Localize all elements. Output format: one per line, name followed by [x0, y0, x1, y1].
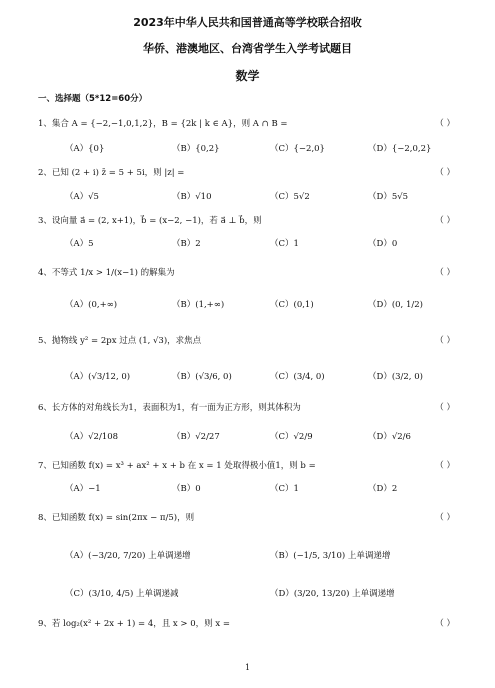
question-3: 3、设向量 a⃗ = (2, x+1)，b⃗ = (x−2, −1)，若 a⃗ ⊥ b⃗，则 [38, 216, 262, 226]
section-heading: 一、选择题（5*12=60分） [38, 94, 148, 104]
option-c: （C）1 [270, 484, 299, 494]
option-a: （A）{0} [65, 144, 105, 154]
option-d: （D）0 [368, 239, 398, 249]
option-b: （B）(−1/5, 3/10) 上单调递增 [270, 551, 391, 561]
option-a: （A）−1 [65, 484, 101, 494]
option-d: （D）(3/2, 0) [368, 372, 423, 382]
exam-title-line1: 2023年中华人民共和国普通高等学校联合招收 [133, 16, 362, 29]
answer-paren: （ ） [435, 216, 455, 226]
question-1: 1、集合 A = {−2,−1,0,1,2}，B = {2k | k ∈ A}，则 A ∩ B = [38, 119, 288, 129]
option-c: （C）(0,1) [270, 300, 314, 310]
option-d: （D）2 [368, 484, 398, 494]
option-a: （A）(√3/12, 0) [65, 372, 131, 382]
option-d: （D）{−2,0,2} [368, 144, 432, 154]
option-b: （B）2 [172, 239, 201, 249]
answer-paren: （ ） [435, 168, 455, 178]
exam-title-line2: 华侨、港澳地区、台湾省学生入学考试题目 [143, 42, 352, 55]
answer-paren: （ ） [435, 513, 455, 523]
question-6: 6、长方体的对角线长为1，表面积为1，有一面为正方形，则其体积为 [38, 403, 301, 413]
option-c: （C）(3/4, 0) [270, 372, 325, 382]
answer-paren: （ ） [435, 268, 455, 278]
page-number: 1 [244, 663, 251, 672]
question-2: 2、已知 (2 + i) z̄ = 5 + 5i，则 |z| = [38, 168, 185, 178]
option-a: （A）√2/108 [65, 432, 119, 442]
question-8: 8、已知函数 f(x) = sin(2πx − π/5)，则 [38, 513, 195, 523]
option-d: （D）5√5 [368, 192, 409, 202]
option-d: （D）√2/6 [368, 432, 411, 442]
answer-paren: （ ） [435, 461, 455, 471]
question-5: 5、抛物线 y² = 2px 过点 (1, √3)，求焦点 [38, 336, 202, 346]
option-b: （B）(1,+∞) [172, 300, 225, 310]
exam-subject: 数学 [235, 69, 260, 83]
answer-paren: （ ） [435, 119, 455, 129]
option-c: （C）{−2,0} [270, 144, 325, 154]
question-9: 9、若 log₂(x² + 2x + 1) = 4，且 x > 0，则 x = [38, 619, 230, 629]
option-b: （B）√2/27 [172, 432, 220, 442]
question-7: 7、已知函数 f(x) = x³ + ax² + x + b 在 x = 1 处取得极小值1，则 b = [38, 461, 316, 471]
answer-paren: （ ） [435, 619, 455, 629]
option-a: （A）5 [65, 239, 94, 249]
answer-paren: （ ） [435, 336, 455, 346]
option-a: （A）(−3/20, 7/20) 上单调递增 [65, 551, 191, 561]
option-b: （B）(√3/6, 0) [172, 372, 232, 382]
option-a: （A）√5 [65, 192, 99, 202]
question-4: 4、不等式 1/x > 1/(x−1) 的解集为 [38, 268, 175, 278]
option-d: （D）(3/20, 13/20) 上单调递增 [270, 589, 395, 599]
option-c: （C）5√2 [270, 192, 310, 202]
option-b: （B）{0,2} [172, 144, 220, 154]
option-a: （A）(0,+∞) [65, 300, 118, 310]
option-b: （B）√10 [172, 192, 212, 202]
option-c: （C）1 [270, 239, 299, 249]
option-c: （C）(3/10, 4/5) 上单调递减 [65, 589, 179, 599]
answer-paren: （ ） [435, 403, 455, 413]
option-d: （D）(0, 1/2) [368, 300, 423, 310]
option-c: （C）√2/9 [270, 432, 313, 442]
option-b: （B）0 [172, 484, 201, 494]
